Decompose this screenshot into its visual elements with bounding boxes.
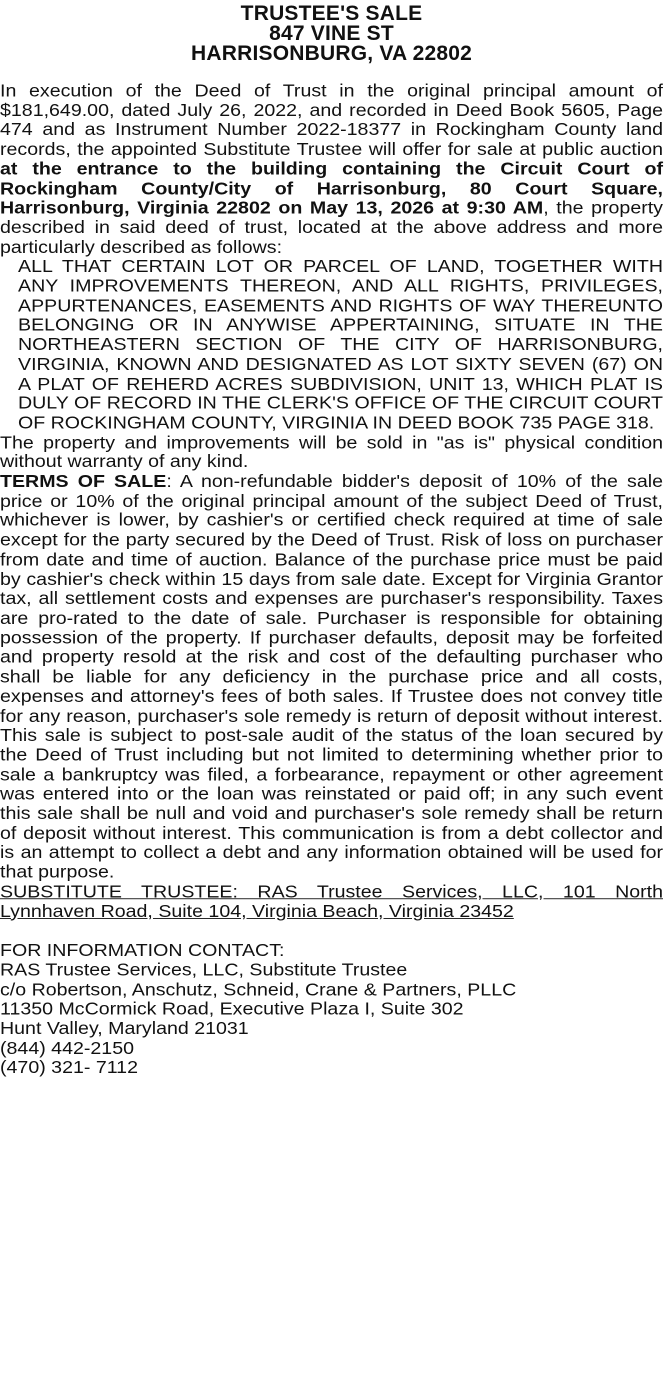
intro-text-1: In execution of the Deed of Trust in the original principal amount of $181,649.00, dated July 26, 2022, and recorded in Deed Book 5605, Page 474 and as Instrument Number 2022-18377 in Rockingham County land records, the appointed Substitute Trustee will offer for sale at public auction	[0, 81, 663, 160]
contact-phone: (844) 442-2150	[0, 1038, 134, 1059]
contact-block	[0, 942, 663, 1079]
property-street: 847 VINE ST	[269, 22, 394, 45]
legal-description: ALL THAT CERTAIN LOT OR PARCEL OF LAND, TOGETHER WITH ANY IMPROVEMENTS THEREON, AND ALL RIGHTS, PRIVILEGES, APPURTENANCES, EASEMENTS AND RIGHTS OF WAY THEREUNTO BELONGING OR IN ANYWISE APPERTAINING, SITUATE IN THE NORTHEASTERN SECTION OF THE CITY OF HARRISONBURG, VIRGINIA, KNOWN AND DESIGNATED AS LOT SIXTY SEVEN (67) ON A PLAT OF REHERD ACRES SUBDIVISION, UNIT 13, WHICH PLAT IS DULY OF RECORD IN THE CLERK'S OFFICE OF THE CIRCUIT COURT OF ROCKINGHAM COUNTY, VIRGINIA IN DEED BOOK 735 PAGE 318.	[18, 256, 663, 433]
notice-title: TRUSTEE'S SALE	[240, 2, 423, 25]
contact-heading: FOR INFORMATION CONTACT:	[0, 940, 285, 961]
as-is-paragraph: The property and improvements will be sold in "as is" physical condition without warranty of any kind.	[0, 432, 663, 473]
substitute-trustee: SUBSTITUTE TRUSTEE: RAS Trustee Services, LLC, 101 North Lynnhaven Road, Suite 104, Virginia Beach, Virginia 23452	[0, 881, 663, 922]
terms-label: TERMS OF SALE	[0, 471, 167, 492]
contact-line: Hunt Valley, Maryland 21031	[0, 1018, 249, 1039]
terms-text: : A non-refundable bidder's deposit of 10% of the sale price or 10% of the original principal amount of the subject Deed of Trust, whichever is lower, by cashier's or certified check required at time of sale except for the party secured by the Deed of Trust. Risk of loss on purchaser from date and time of auction. Balance of the purchase price must be paid by cashier's check within 15 days from sale date. Except for Virginia Grantor tax, all settlement costs and expenses are purchaser's responsibility. Taxes are pro-rated to the date of sale. Purchaser is responsible for obtaining possession of the property. If purchaser defaults, deposit may be forfeited and property resold at the risk and cost of the defaulting purchaser who shall be liable for any deficiency in the purchase price and all costs, expenses and attorney's fees of both sales. If Trustee does not convey title for any reason, purchaser's sole remedy is return of deposit without interest. This sale is subject to post-sale audit of the status of the loan secured by the Deed of Trust including but not limited to determining whether prior to sale a bankruptcy was filed, a forbearance, repayment or other agreement was entered into or the loan was reinstated or paid off; in any such event this sale shall be null and void and purchaser's sole remedy shall be return of deposit without interest. This communication is from a debt collector and is an attempt to collect a debt and any information obtained will be used for that purpose.	[0, 471, 663, 883]
contact-line: c/o Robertson, Anschutz, Schneid, Crane & Partners, PLLC	[0, 979, 517, 1000]
property-city: HARRISONBURG, VA 22802	[191, 42, 472, 65]
notice-body	[0, 82, 663, 1078]
intro-text-2: , the property described in said deed of trust, located at the above address and more particularly described as follows:	[0, 198, 663, 258]
terms-paragraph	[0, 473, 663, 883]
contact-line: 11350 McCormick Road, Executive Plaza I, Suite 302	[0, 999, 464, 1020]
contact-line: RAS Trustee Services, LLC, Substitute Trustee	[0, 960, 408, 981]
notice-header	[0, 4, 663, 64]
sale-location-time: at the entrance to the building containing the Circuit Court of Rockingham County/City of Harrisonburg, 80 Court Square, Harrisonburg, Virginia 22802 on May 13, 2026 at 9:30 AM	[0, 159, 663, 219]
intro-paragraph	[0, 82, 663, 258]
contact-phone: (470) 321- 7112	[0, 1058, 138, 1078]
